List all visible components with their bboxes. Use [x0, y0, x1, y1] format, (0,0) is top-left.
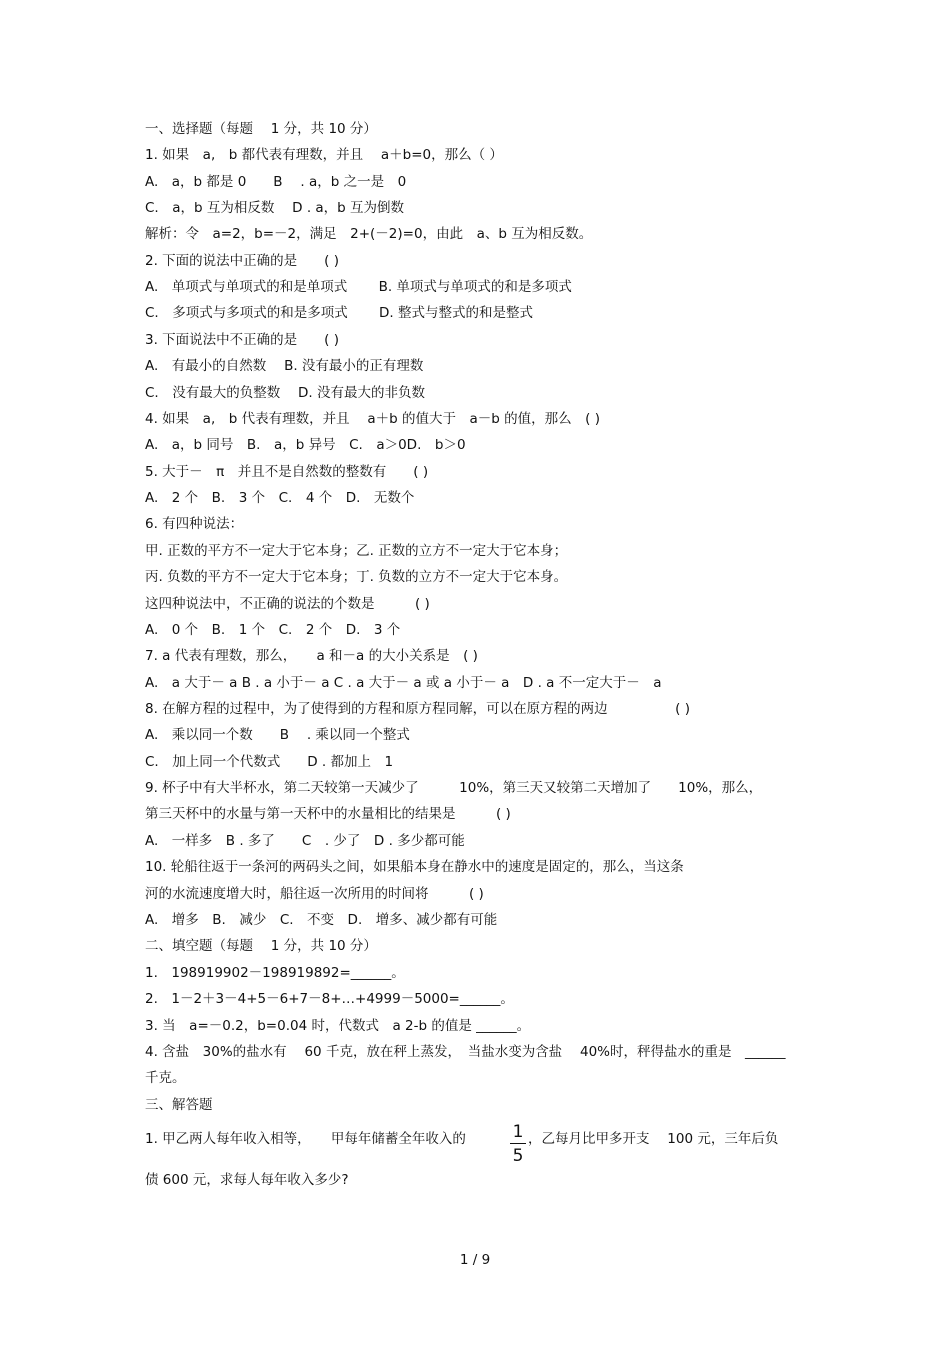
option-line: A. 2 个 B. 3 个 C. 4 个 D. 无数个 — [145, 490, 415, 506]
question-line: 7. a 代表有理数，那么， a 和－a 的大小关系是 ( ) — [145, 648, 478, 664]
option-line: A. a，b 同号 B. a，b 异号 C. a＞0D. b＞0 — [145, 437, 466, 453]
statement-line: 丙. 负数的平方不一定大于它本身；丁. 负数的立方不一定大于它本身。 — [145, 569, 568, 585]
fill-question-line: 2. 1－2＋3－4+5－6+7－8+…+4999－5000=______。 — [145, 991, 514, 1007]
question-line: 6. 有四种说法： — [145, 516, 244, 532]
section-heading-solve: 三、解答题 — [145, 1097, 213, 1113]
page-number: 1 / 9 — [459, 1252, 491, 1268]
fill-question-line: 4. 含盐 30%的盐水有 60 千克，放在秤上蒸发， 当盐水变为含盐 40%时，秤得盐水的重是 ______ — [145, 1044, 786, 1060]
option-line: A. 增多 B. 减少 C. 不变 D. 增多、减少都有可能 — [145, 912, 498, 928]
fraction-one-fifth — [510, 1122, 526, 1166]
question-line: 4. 如果 a, b 代表有理数，并且 a＋b 的值大于 a－b 的值，那么 ( ) — [145, 411, 600, 427]
question-line: 1. 如果 a, b 都代表有理数，并且 a＋b=0，那么（ ） — [145, 147, 503, 163]
option-line: C. 没有最大的负整数 D. 没有最大的非负数 — [145, 385, 425, 401]
option-line: C. 加上同一个代数式 D . 都加上 1 — [145, 754, 394, 770]
question-line: 这四种说法中，不正确的说法的个数是 ( ) — [145, 596, 430, 612]
question-line: 10. 轮船往返于一条河的两码头之间，如果船本身在静水中的速度是固定的，那么，当这条 — [145, 859, 684, 875]
question-line: 2. 下面的说法中正确的是 ( ) — [145, 253, 339, 269]
option-line: A. 乘以同一个数 B . 乘以同一个整式 — [145, 727, 410, 743]
question-line: 3. 下面说法中不正确的是 ( ) — [145, 332, 339, 348]
option-line: A. 0 个 B. 1 个 C. 2 个 D. 3 个 — [145, 622, 401, 638]
fraction-numerator: 1 — [512, 1122, 524, 1142]
solve-question-line: 1. 甲乙两人每年收入相等， 甲每年储蓄全年收入的 — [145, 1131, 466, 1147]
fill-question-line: 1. 198919902－198919892=______。 — [145, 965, 405, 981]
analysis-line: 解析：令 a=2，b=－2，满足 2+(－2)=0，由此 a、b 互为相反数。 — [145, 226, 593, 242]
fill-question-line: 3. 当 a=－0.2，b=0.04 时，代数式 a 2-b 的值是 ______。 — [145, 1018, 531, 1034]
option-line: A. 一样多 B . 多了 C . 少了 D . 多少都可能 — [145, 833, 465, 849]
fill-question-line: 千克。 — [145, 1070, 186, 1086]
option-line: A. 单项式与单项式的和是单项式 B. 单项式与单项式的和是多项式 — [145, 279, 572, 295]
option-line: A. a，b 都是 0 B . a，b 之一是 0 — [145, 174, 407, 190]
section-heading-choice: 一、选择题（每题 1 分，共 10 分） — [145, 121, 377, 137]
fraction-bar — [510, 1143, 526, 1144]
question-line: 5. 大于－ π 并且不是自然数的整数有 ( ) — [145, 464, 429, 480]
section-heading-fill: 二、填空题（每题 1 分，共 10 分） — [145, 938, 377, 954]
fraction-denominator: 5 — [512, 1146, 524, 1166]
question-line: 8. 在解方程的过程中，为了使得到的方程和原方程同解，可以在原方程的两边 ( ) — [145, 701, 690, 717]
option-line: A. 有最小的自然数 B. 没有最小的正有理数 — [145, 358, 424, 374]
question-line: 河的水流速度增大时，船往返一次所用的时间将 ( ) — [145, 886, 484, 902]
solve-question-line: 债 600 元，求每人每年收入多少? — [145, 1172, 349, 1188]
question-line: 第三天杯中的水量与第一天杯中的水量相比的结果是 ( ) — [145, 806, 511, 822]
solve-question-line-tail: ，乙每月比甲多开支 100 元，三年后负 — [528, 1131, 779, 1147]
option-line: C. 多项式与多项式的和是多项式 D. 整式与整式的和是整式 — [145, 305, 533, 321]
question-line: 9. 杯子中有大半杯水，第二天较第一天减少了 10%，第三天又较第二天增加了 10%，那么， — [145, 780, 763, 796]
option-line: C. a，b 互为相反数 D . a，b 互为倒数 — [145, 200, 405, 216]
statement-line: 甲. 正数的平方不一定大于它本身；乙. 正数的立方不一定大于它本身； — [145, 543, 568, 559]
option-line: A. a 大于－ a B . a 小于－ a C . a 大于－ a 或 a 小于－ a D . a 不一定大于－ a — [145, 675, 662, 691]
